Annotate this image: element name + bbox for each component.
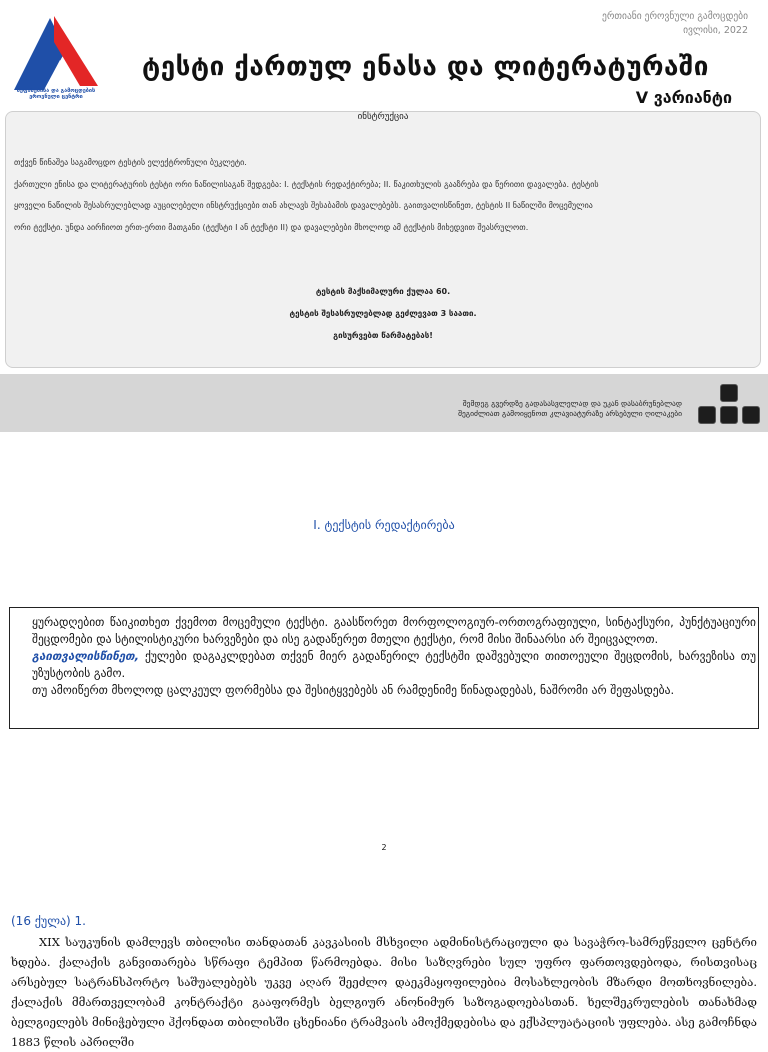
section-title: I. ტექსტის რედაქტირება — [313, 518, 455, 532]
task-instructions-box — [9, 607, 759, 729]
instruction-line: ქართული ენისა და ლიტერატურის ტესტი ორი ნაწილისაგან შედგება: I. ტექსტის რედაქტირება; II. წაკითხულის გააზრება და წერითი დავალება. ტესტის — [14, 180, 599, 189]
task-warning: თუ ამოიწერთ მხოლოდ ცალკეულ ფორმებსა და შესიტყვებებს ან რამდენიმე წინადადებას, ნაშრომი არ შეფასდება. — [32, 683, 675, 697]
navigation-hint-line: შემდეგ გვერდზე გადასასვლელად და უკან დასაბრუნებლად — [462, 399, 682, 408]
up-arrow-key-icon[interactable] — [720, 384, 738, 402]
left-arrow-key-icon[interactable] — [698, 406, 716, 424]
page-number: 2 — [381, 843, 387, 852]
max-score-note: ტესტის მაქსიმალური ქულაა 60. — [315, 287, 451, 296]
arrow-keys — [696, 378, 762, 428]
variant-label: V ვარიანტი — [635, 88, 732, 107]
instruction-line: თქვენ წინაშეა საგამოცდო ტესტის ელექტრონული ბუკლეტი. — [14, 158, 247, 167]
navigation-hint-bar — [0, 374, 768, 432]
question-passage — [11, 932, 757, 1052]
instructions-panel — [5, 111, 761, 368]
exam-name: ერთიანი ეროვნული გამოცდები — [602, 11, 748, 22]
navigation-hint — [458, 399, 682, 419]
note-emphasis: გაითვალისწინეთ, — [32, 649, 140, 663]
note-text: ქულები დაგაკლდებათ თქვენ მიერ გადაწერილ ტექსტში დაშვებული თითოეული შეცდომის, ხარვეზისა თუ უზუსტობის გამო. — [32, 649, 756, 680]
navigation-hint-line: შეგიძლიათ გამოიყენოთ კლავიატურაზე არსებული ღილაკები — [458, 409, 682, 418]
page-title: ტესტი ქართულ ენასა და ლიტერატურაში — [142, 52, 709, 82]
task-instruction: ყურადღებით წაიკითხეთ ქვემოთ მოცემული ტექსტი. გაასწორეთ მორფოლოგიურ-ორთოგრაფიული, სინტაქსური, პუნქტუაციური შეცდომები და სტილისტიკური ხარვეზები და ისე გადაწერეთ მთელი ტექსტი, რომ მისი შინაარსი არ შეიცვალოთ. — [32, 615, 756, 646]
instruction-line: ორი ტექსტი. უნდა აირჩიოთ ერთ-ერთი მათგანი (ტექსტი I ან ტექსტი II) და დავალებები მხოლოდ ამ ტექსტის მიხედვით შეასრულოთ. — [14, 223, 529, 232]
instruction-line: ყოველი ნაწილის შესასრულებლად აუცილებელი ინსტრუქციები თან ახლავს შესაბამის დავალებებს. გაითვალისწინეთ, ტესტის II ნაწილში მოცემულია — [14, 201, 593, 210]
down-arrow-key-icon[interactable] — [720, 406, 738, 424]
instructions-heading: ინსტრუქცია — [357, 112, 409, 122]
logo-caption: შეფასებისა და გამოცდების ეროვნული ცენტრი — [16, 88, 96, 100]
time-note: ტესტის შესასრულებლად გეძლევათ 3 საათი. — [289, 309, 477, 318]
question-title: (16 ქულა) 1. — [11, 914, 86, 928]
task-note — [12, 648, 756, 682]
passage-text: XIX საუკუნის დამლევს თბილისი თანდათან კავკასიის მსხვილი ადმინისტრაციული და სავაჭრო-სამრეწველო ცენტრი ხდება. ქალაქის განვითარება სწრაფი ტემპით წარმოებდა. მისი საზღვრები სულ უფრო ფართოვდებოდა, რისთვისაც არსებულ სატრანსპორტო საშუალებებს უკვე აღარ შეეძლო დაეკმაყოფილებია მოსახლეობის მზარდი მოთხოვნილება. ქალაქის მმართველობამ კონტრაქტი გააფორმეს ბელგიურ ანონიმურ საზოგადოებასთან. ხელშეკრულების თანახმად ბელგიელებს მინიჭებული ჰქონდათ თბილისში ცხენიანი ტრამვაის ამოქმედებისა და ექსპლუატაციის უფლება. ასე გამოჩნდა 1883 წლის აპრილში — [11, 935, 757, 1049]
header-meta — [602, 10, 748, 38]
right-arrow-key-icon[interactable] — [742, 406, 760, 424]
good-luck-note: გისურვებთ წარმატებას! — [333, 331, 433, 340]
exam-date: ივლისი, 2022 — [683, 25, 748, 36]
